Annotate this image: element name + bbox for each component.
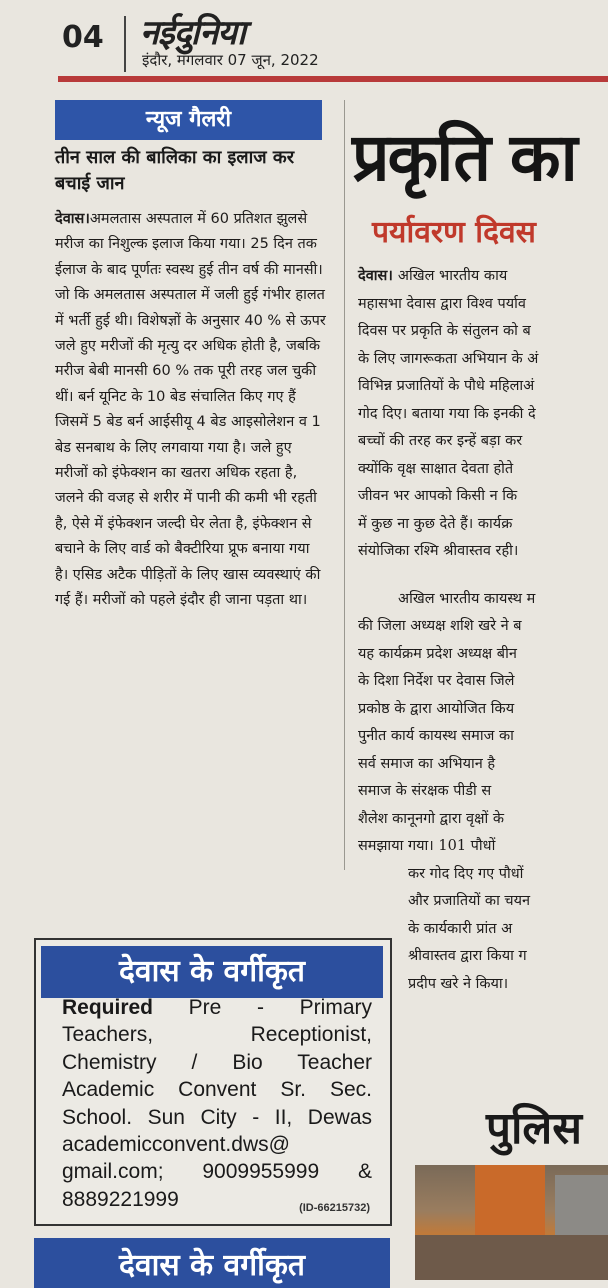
article-line: के दिशा निर्देश पर देवास जिले: [358, 673, 515, 689]
news-gallery-dateline: देवास।: [55, 211, 90, 227]
article-dateline: देवास।: [358, 267, 398, 284]
page-header: [0, 0, 608, 90]
edition-dateline: इंदौर, मंगलवार 07 जून, 2022: [142, 51, 319, 69]
article-line: देवास। अखिल भारतीय काय: [358, 267, 508, 284]
classified-ad-text: [62, 994, 372, 1213]
page-number: 04: [62, 20, 104, 55]
classified-required-label: Required: [62, 996, 154, 1019]
news-gallery-banner: न्यूज गैलरी: [55, 100, 322, 140]
article-line: महासभा देवास द्वारा विश्व पर्याव: [358, 295, 526, 312]
article-line: गोद दिए। बताया गया कि इनकी दे: [358, 405, 536, 422]
classified-ad-box: [34, 938, 392, 1226]
article-line: पुनीत कार्य कायस्थ समाज का: [358, 728, 514, 744]
classified-banner-2: देवास के वर्गीकृत: [34, 1238, 390, 1288]
article-line: समझाया गया। 101 पौधों: [358, 838, 496, 854]
article-line: संयोजिका रश्मि श्रीवास्तव रही।: [358, 543, 519, 559]
main-article-subheadline: पर्यावरण दिवस: [372, 215, 536, 250]
classified-ad-body: Pre - Primary Teachers, Receptionist, Chemistry / Bio Teacher Academic Convent Sr. Sec. School. Sun City - II, Dewas academicconvent.dws@ gmail.com; 9009955999 & 8889221999: [62, 996, 372, 1211]
news-photo: [415, 1165, 608, 1280]
article-line: क्योंकि वृक्ष साक्षात देवता होते: [358, 460, 514, 477]
article-line: प्रदीप खरे ने किया।: [408, 975, 509, 992]
article-line: शैलेश कानूनगो द्वारा वृक्षों के: [358, 810, 505, 827]
header-divider: [124, 16, 126, 72]
article-line: अखिल भारतीय कायस्थ म: [398, 590, 536, 607]
masthead-logo: नईदुनिया: [140, 13, 245, 53]
article-line: सर्व समाज का अभियान है: [358, 755, 496, 772]
article-line: समाज के संरक्षक पीडी स: [358, 783, 492, 799]
article-line: जीवन भर आपको किसी न कि: [358, 488, 518, 504]
police-article-headline: पुलिस: [486, 1103, 582, 1154]
article-line: में कुछ ना कुछ देते हैं। कार्यक्र: [358, 515, 513, 532]
article-line: प्रकोष्ठ के द्वारा आयोजित किय: [358, 700, 515, 717]
article-line: की जिला अध्यक्ष शशि खरे ने ब: [358, 618, 522, 634]
article-line: बच्चों की तरह कर इन्हें बड़ा कर: [358, 433, 523, 449]
article-line: के लिए जागरूकता अभियान के अं: [358, 350, 539, 367]
main-article-headline: प्रकृति का: [352, 119, 576, 196]
article-line: के कार्यकारी प्रांत अ: [408, 920, 513, 937]
header-red-rule: [58, 76, 608, 82]
article-line: दिवस पर प्रकृति के संतुलन को ब: [358, 323, 531, 339]
article-line: यह कार्यक्रम प्रदेश अध्यक्ष बीन: [358, 645, 517, 662]
article-line: और प्रजातियों का चयन: [408, 893, 531, 909]
column-divider: [344, 100, 345, 870]
classified-ad-id: (ID-66215732): [299, 1202, 370, 1214]
news-gallery-headline: तीन साल की बालिका का इलाज कर बचाई जान: [55, 147, 295, 194]
main-article-body: [358, 262, 608, 998]
article-line: श्रीवास्तव द्वारा किया ग: [408, 948, 527, 964]
main-article-para-1: [358, 262, 608, 566]
article-line: कर गोद दिए गए पौधों: [408, 865, 524, 882]
news-gallery-text: अमलतास अस्पताल में 60 प्रतिशत झुलसे मरीज का निशुल्क इलाज किया गया। 25 दिन तक ईलाज के बाद पूर्णतः स्वस्थ हुई तीन वर्ष की मानसी। जो कि अमलतास अस्पताल में जली हुई गंभीर हालत में भर्ती हुई थी। विशेषज्ञों के अनुसार 40 % से ऊपर जले हुए मरीजों की मृत्यु दर अधिक होती है, जबकि मरीज बेबी मानसी 60 % तक पूरी तरह जल चुकी थीं। बर्न यूनिट के 10 बेड संचालित किए गए हैं जिसमें 5 बेड बर्न आईसीयू 4 बेड आइसोलेशन व 1 बेड सनबाथ के लिए लगवाया गया है। जले हुए मरीजों को इंफेक्शन का खतरा अधिक रहता है, जलने की वजह से शरीर में पानी की कमी भी रहती है, ऐसे में इंफेक्शन जल्दी घेर लेता है, इंफेक्शन से बचाने के लिए वार्ड को बैक्टीरिया प्रूफ बनाया गया है। एसिड अटैक पीड़ितों के लिए खास व्यवस्थाएं की गई हैं। मरीजों को पहले इंदौर ही जाना पड़ता था।: [55, 211, 326, 609]
news-gallery-body: [55, 207, 327, 614]
classified-banner: देवास के वर्गीकृत: [41, 946, 383, 998]
main-article-para-2: [358, 586, 608, 999]
article-line: विभिन्न प्रजातियों के पौधे महिलाअं: [358, 378, 535, 394]
